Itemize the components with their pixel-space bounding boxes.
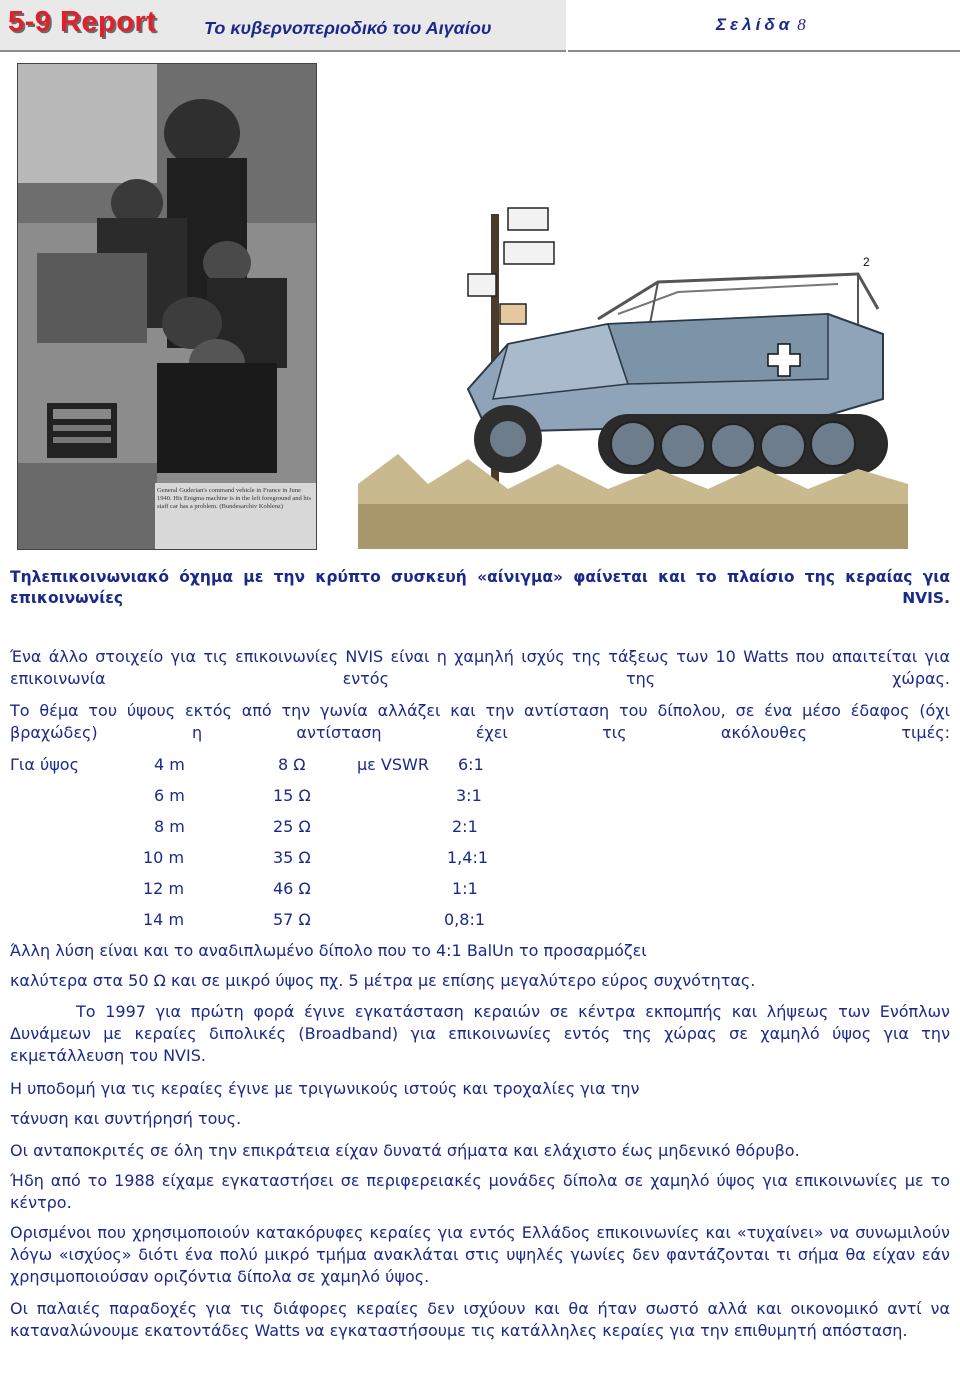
- page-number: 8: [797, 15, 806, 34]
- table-height: 12 m: [143, 879, 185, 898]
- paragraph-folded-dipole-1: Άλλη λύση είναι και το αναδιπλωμένο δίπολο που το 4:1 BalUn το προσαρμόζει: [10, 941, 647, 960]
- table-ohms: 8 Ω: [278, 755, 306, 774]
- table-ohms: 46 Ω: [273, 879, 311, 898]
- paragraph-height-impedance: Το θέμα του ύψους εκτός από την γωνία αλλάζει και την αντίσταση του δίπολου, σε ένα μέσο έδαφος (όχι βραχώδες) η αντίσταση έχει τις ακόλουθες τιμές:: [10, 701, 950, 742]
- table-ohms: 15 Ω: [273, 786, 311, 805]
- table-vswr: 1,4:1: [447, 848, 489, 867]
- paragraph-vertical-antennas: Ορισμένοι που χρησιμοποιούν κατακόρυφες κεραίες για εντός Ελλάδος επικοινωνίες και «τυχαίνει» να συνωμιλούν λόγω «ισχύος» διότι ένα πολύ μικρό τμήμα ανακλάται στις υψηλές γωνίες δεν φαντάζονται τι σήμα θα είχαν εάν χρησιμοποιούσαν οριζόντια δίπολα σε χαμηλό ύψος.: [10, 1223, 950, 1286]
- table-ohms: 57 Ω: [273, 910, 311, 929]
- figure-caption: Τηλεπικοινωνιακό όχημα με την κρύπτο συσκευή «αίνιγμα» φαίνεται και το πλαίσιο της κεραίας για επικοινωνίες NVIS.: [10, 568, 950, 607]
- table-height: 4 m: [154, 755, 185, 774]
- historic-photo: [17, 63, 317, 550]
- magazine-subtitle: Το κυβερνοπεριοδικό του Αιγαίου: [204, 18, 492, 38]
- header-title-bar: [0, 0, 566, 52]
- table-vswr: 1:1: [452, 879, 478, 898]
- table-height: 14 m: [143, 910, 185, 929]
- paragraph-old-assumptions: Οι παλαιές παραδοχές για τις διάφορες κεραίες δεν ισχύουν και θα ήταν σωστό αλλά και οικονομικό αντί να καταναλώνουμε εκατοντάδες Watts να εγκαταστήσουμε τις κατάλληλες κεραίες για την επιθυμητή απόσταση.: [10, 1299, 950, 1340]
- table-ohms: 35 Ω: [273, 848, 311, 867]
- paragraph-infrastructure-1: Η υποδομή για τις κεραίες έγινε με τριγωνικούς ιστούς και τροχαλίες για την: [10, 1079, 640, 1098]
- historic-photo-caption: General Guderian's command vehicle in France in June 1940. His Enigma machine is in the left foreground and his staff car has a problem. (Bundesarchiv Koblenz): [157, 487, 311, 510]
- table-vswr: 0,8:1: [444, 910, 486, 929]
- paragraph-1988: Ήδη από το 1988 είχαμε εγκαταστήσει σε περιφερειακές μονάδες δίπολα σε χαμηλό ύψος για επικοινωνίες με το κέντρο.: [10, 1171, 950, 1212]
- paragraph-1997-installation: Το 1997 για πρώτη φορά έγινε εγκατάσταση κεραιών σε κέντρα εκπομπής και λήψεως των Ενόπλων Δυνάμεων με κεραίες διπολικές (Broadband) για επικοινωνίες εντός της χώρας σε χαμηλό ύψος για την εκμετάλλευση του NVIS.: [10, 1002, 950, 1065]
- table-height-label: Για ύψος: [10, 755, 79, 774]
- magazine-brand: 5-9 Report: [8, 6, 157, 38]
- table-height: 6 m: [154, 786, 185, 805]
- header-page-box: [568, 0, 960, 52]
- table-ohms: 25 Ω: [273, 817, 311, 836]
- paragraph-folded-dipole-2: καλύτερα στα 50 Ω και σε μικρό ύψος πχ. 5 μέτρα με επίσης μεγαλύτερο εύρος συχνότητας.: [10, 971, 756, 990]
- table-height: 8 m: [154, 817, 185, 836]
- page-header: [0, 0, 960, 52]
- halftrack-illustration: [358, 184, 908, 549]
- table-height: 10 m: [143, 848, 185, 867]
- paragraph-correspondents: Οι ανταποκριτές σε όλη την επικράτεια είχαν δυνατά σήματα και ελάχιστο έως μηδενικό θόρυβο.: [10, 1141, 800, 1160]
- table-vswr: 6:1: [458, 755, 484, 774]
- page-label: Σελίδα: [716, 15, 794, 34]
- paragraph-infrastructure-2: τάνυση και συντήρησή τους.: [10, 1109, 242, 1128]
- vehicle-number: 2: [863, 255, 870, 269]
- table-vswr: 2:1: [452, 817, 478, 836]
- table-vswr-label: με VSWR: [357, 755, 429, 774]
- page-indicator: [716, 15, 806, 35]
- table-vswr: 3:1: [456, 786, 482, 805]
- paragraph-low-power: Ένα άλλο στοιχείο για τις επικοινωνίες NVIS είναι η χαμηλή ισχύς της τάξεως των 10 Watts που απαιτείται για επικοινωνία εντός της χώρας.: [10, 647, 950, 688]
